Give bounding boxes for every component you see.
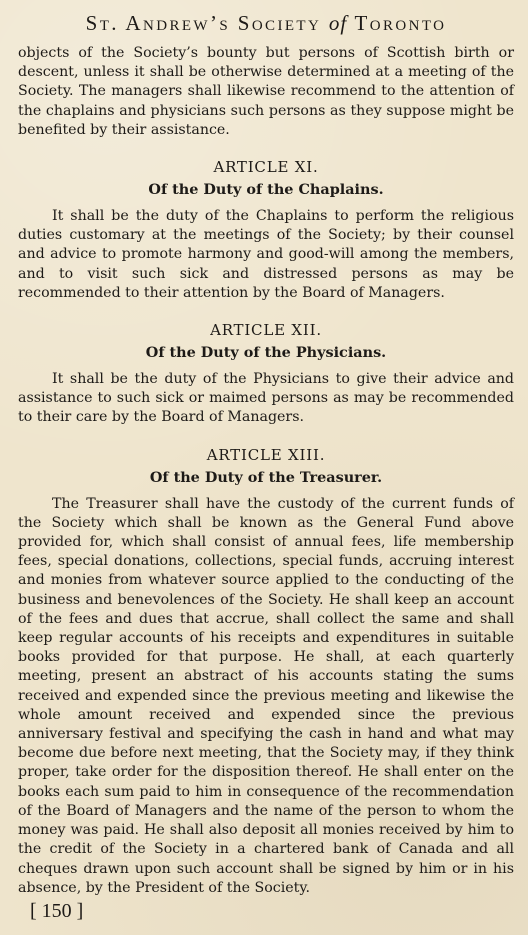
intro-paragraph: objects of the Society’s bounty but persons of Scottish birth or descent, unless it shall be otherwise determined at a meeting of the Society. The managers shall likewise recommend to the attention of the chaplains and physicians such persons as they suppose might be benefited by their assistance.	[18, 45, 514, 138]
running-head-of: of	[328, 11, 348, 35]
running-head	[18, 10, 514, 36]
article-body: It shall be the duty of the Chaplains to perform the religious duties customary at the meetings of the Society; by their counsel and advice to promote harmony and good-will among the members, and to visit such sick and distressed persons as may be recommended to their attention by the Board of Managers.	[18, 208, 514, 301]
article-body: It shall be the duty of the Physicians to give their advice and assistance to such sick or maimed persons as may be recommended to their care by the Board of Managers.	[18, 371, 514, 426]
article-subtitle: Of the Duty of the Treasurer.	[149, 468, 383, 486]
article-xiii	[18, 445, 514, 488]
article-body: The Treasurer shall have the custody of the current funds of the Society which shall be known as the General Fund above provided for, which shall consist of annual fees, life membership fees, special donations, collections, special funds, accruing interest and monies from whatever source applied to the conducting of the business and benevolences of the Society. He shall keep an account of the fees and dues that accrue, shall collect the same and shall keep regular accounts of his receipts and expenditures in suitable books provided for that purpose. He shall, at each quarterly meeting, present an abstract of his accounts stating the sums received and expended since the previous meeting and likewise the whole amount received and expended since the previous anniversary festival and specifying the cash in hand and what may become due before next meeting, that the Society may, if they think proper, take order for the disposition thereof. He shall enter on the books each sum paid to him in consequence of the recommendation of the Board of Managers and the name of the person to whom the money was paid. He shall also deposit all monies received by him to the credit of the Society in a chartered bank of Canada and all cheques drawn upon such account shall be signed by him or in his absence, by the President of the Society.	[18, 495, 514, 896]
article-title: ARTICLE XIII.	[206, 445, 326, 464]
article-title: ARTICLE XI.	[213, 158, 319, 177]
running-head-main: St. Andrew’s Society	[85, 11, 322, 35]
page-number: [ 150 ]	[30, 900, 84, 922]
article-xii	[18, 320, 514, 363]
article-subtitle: Of the Duty of the Physicians.	[145, 344, 387, 362]
article-title: ARTICLE XII.	[210, 321, 322, 340]
running-head-end: Toronto	[354, 11, 447, 35]
article-xi	[18, 157, 514, 200]
article-subtitle: Of the Duty of the Chaplains.	[148, 181, 384, 199]
